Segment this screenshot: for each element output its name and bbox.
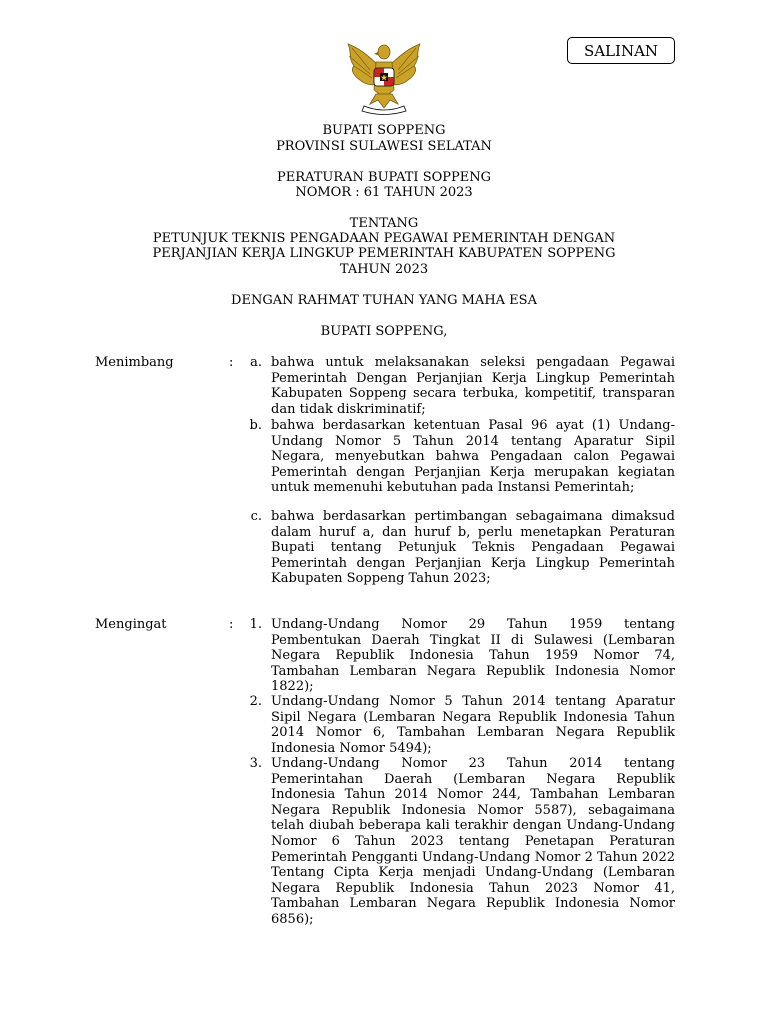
menimbang-item-b: bahwa berdasarkan ketentuan Pasal 96 ayat (1) Undang-Undang Nomor 5 Tahun 2014 tentang Aparatur Sipil Negara, menyebutkan bahwa Pengadaan calon Pegawai Pemerintah dengan Perjanjian Kerja merupakan kegiatan untuk memenuhi kebutuhan pada Instansi Pemerintah; [271, 418, 675, 496]
subject-line-2: PERJANJIAN KERJA LINGKUP PEMERINTAH KABUPATEN SOPPENG [152, 246, 616, 261]
mengingat-marker-2: 2. [249, 694, 262, 709]
mengingat-label: Mengingat [95, 617, 167, 632]
regulation-number: NOMOR : 61 TAHUN 2023 [295, 185, 473, 200]
menimbang-marker-b: b. [249, 418, 262, 433]
mengingat-item-1: Undang-Undang Nomor 29 Tahun 1959 tentang Pembentukan Daerah Tingkat II di Sulawesi (Lembaran Negara Republik Indonesia Tahun 1959 Nomor 74, Tambahan Lembaran Negara Republik Indonesia Nomor 1822); [271, 617, 675, 695]
garuda-emblem-icon [340, 40, 428, 116]
menimbang-label: Menimbang [95, 355, 174, 370]
menimbang-item-c: bahwa berdasarkan pertimbangan sebagaimana dimaksud dalam huruf a, dan huruf b, perlu menetapkan Peraturan Bupati tentang Petunjuk Teknis Pengadaan Pegawai Pemerintah dengan Perjanjian Kerja Lingkup Pemerintah Kabupaten Soppeng Tahun 2023; [271, 509, 675, 587]
mengingat-marker-1: 1. [249, 617, 262, 632]
issuer: BUPATI SOPPENG, [320, 324, 448, 339]
mengingat-item-3: Undang-Undang Nomor 23 Tahun 2014 tentang Pemerintahan Daerah (Lembaran Negara Republik Indonesia Tahun 2014 Nomor 244, Tambahan Lembaran Negara Republik Indonesia Nomor 5587), sebagaimana telah diubah beberapa kali terakhir dengan Undang-Undang Nomor 6 Tahun 2023 tentang Penetapan Peraturan Pemerintah Pengganti Undang-Undang Nomor 2 Tahun 2022 Tentang Cipta Kerja menjadi Undang-Undang (Lembaran Negara Republik Indonesia Tahun 2023 Nomor 41, Tambahan Lembaran Negara Republik Indonesia Nomor 6856); [271, 756, 675, 927]
province-title: PROVINSI SULAWESI SELATAN [276, 139, 492, 154]
tentang-heading: TENTANG [349, 216, 419, 231]
menimbang-item-a: bahwa untuk melaksanakan seleksi pengadaan Pegawai Pemerintah Dengan Perjanjian Kerja Lingkup Pemerintah Kabupaten Soppeng secara terbuka, kompetitif, transparan dan tidak diskriminatif; [271, 355, 675, 417]
mengingat-colon: : [229, 617, 234, 632]
regulation-title: PERATURAN BUPATI SOPPENG [277, 170, 491, 185]
subject-line-3: TAHUN 2023 [339, 262, 429, 277]
menimbang-colon: : [229, 355, 234, 370]
mengingat-item-2: Undang-Undang Nomor 5 Tahun 2014 tentang Aparatur Sipil Negara (Lembaran Negara Republik Indonesia Tahun 2014 Nomor 6, Tambahan Lembaran Negara Republik Indonesia Nomor 5494); [271, 694, 675, 756]
salinan-stamp: SALINAN [567, 37, 675, 64]
menimbang-marker-a: a. [250, 355, 262, 370]
invocation: DENGAN RAHMAT TUHAN YANG MAHA ESA [231, 293, 537, 308]
authority-title: BUPATI SOPPENG [322, 123, 446, 138]
menimbang-marker-c: c. [250, 509, 262, 524]
subject-line-1: PETUNJUK TEKNIS PENGADAAN PEGAWAI PEMERINTAH DENGAN [152, 231, 616, 246]
mengingat-marker-3: 3. [249, 756, 262, 771]
